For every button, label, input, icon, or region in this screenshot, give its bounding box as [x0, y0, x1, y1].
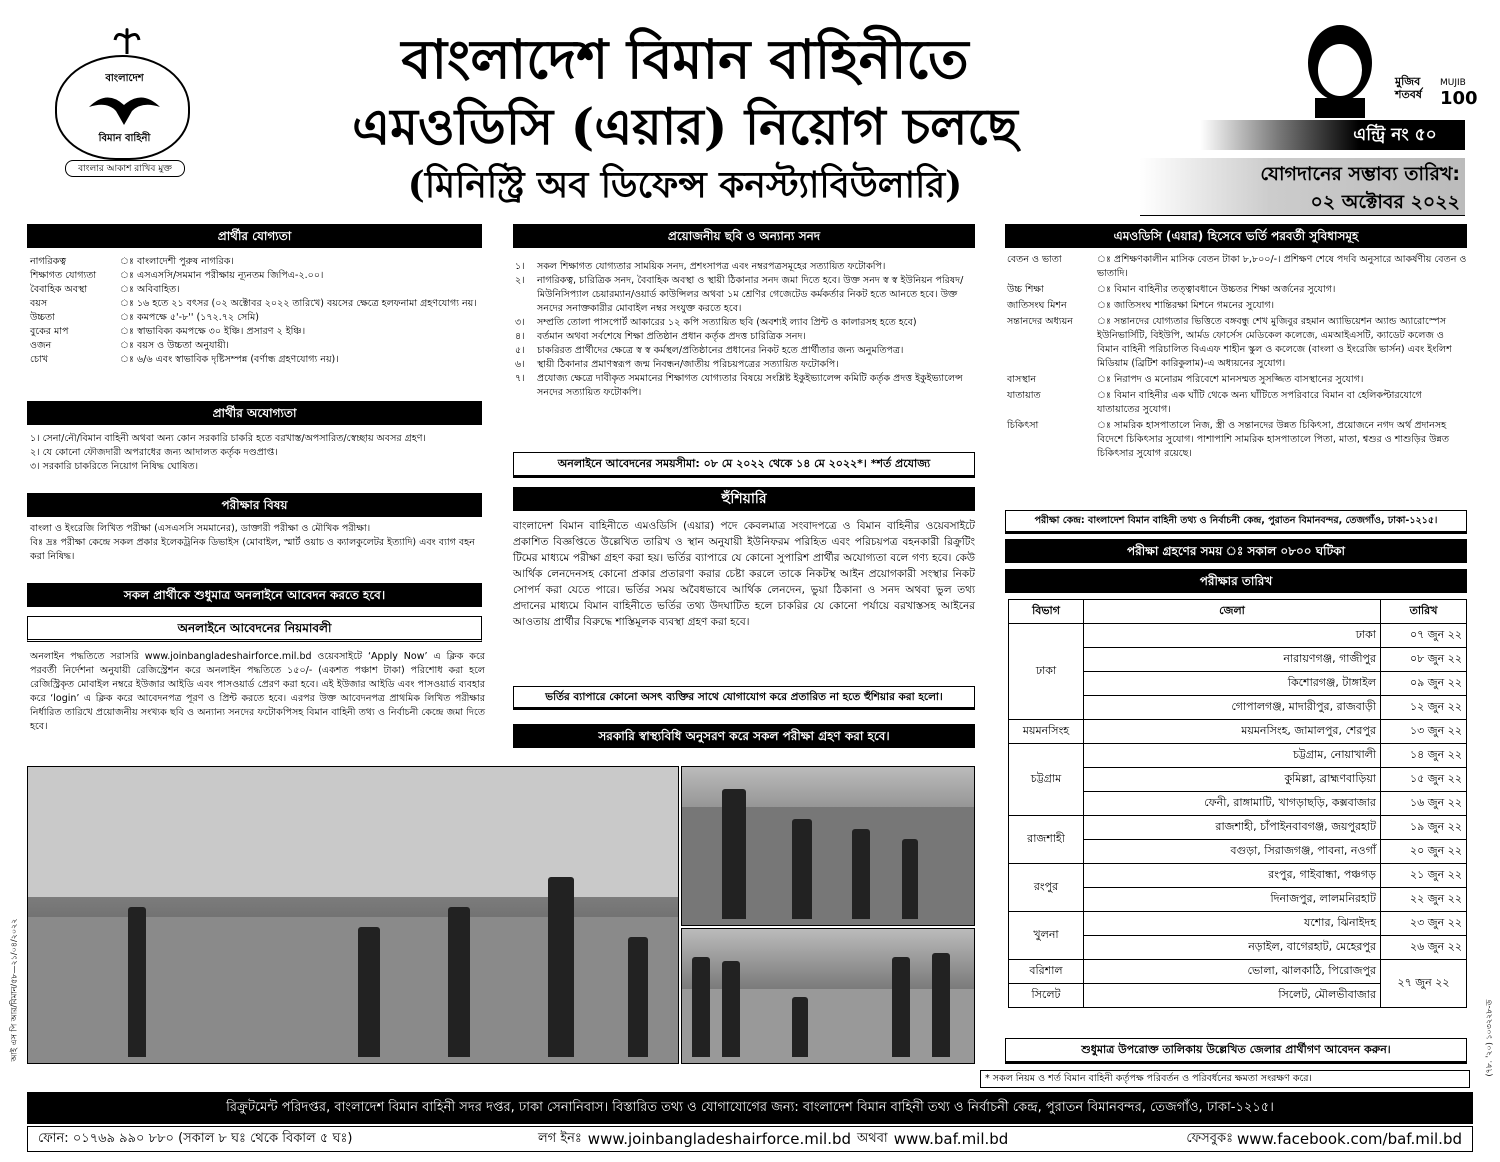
schedule-note: শুধুমাত্র উপরোক্ত তালিকায় উল্লেখিত জেলার প্রার্থীগণ আবেদন করুন।: [1005, 1038, 1467, 1064]
benefit-row: জাতিসংঘ মিশন ঃ জাতিসংঘ শান্তিরক্ষা মিশনে গমনের সুযোগ।: [1007, 300, 1274, 311]
list-item: ২। নাগরিকত্ব, চারিত্রিক সনদ, বৈবাহিক অবস্থা ও স্থায়ী ঠিকানার সনদ জমা দিতে হবে। উক্ত সনদ স্ব স্ব ইউনিয়ন পরিষদ/মিউনিসিপ্যাল চেয়ারম্যান/ওয়ার্ড কাউন্সিলর অথবা ১ম শ্রেণির গেজেটেড কর্মকর্তার নিকট হতে আনতে হবে। উক্ত সনদের সনাক্তকারীর মোবাইল নম্বর সংযুক্ত করতে হবে।: [515, 275, 964, 314]
benefits-list: [1007, 253, 1467, 461]
entry-number: এন্ট্রি নং ৫০: [1353, 125, 1437, 145]
list-item: ৬। স্থায়ী ঠিকানার প্রমাণস্বরূপ জন্ম নিবন্ধন/জাতীয় পরিচয়পত্রের সত্যায়িত ফটোকপি।: [515, 359, 839, 370]
exam-schedule-table: [1008, 599, 1467, 1008]
title-line3: (মিনিস্ট্রি অব ডিফেন্স কনস্ট্যাবিউলারি): [407, 164, 963, 206]
footer-phone: ফোন: ০১৭৬৯ ৯৯০ ৮৮০ (সকাল ৮ ঘঃ থেকে বিকাল ৫ ঘঃ): [38, 1130, 353, 1146]
soldier-figure: [628, 937, 648, 1057]
table-row: বগুড়া, সিরাজগঞ্জ, পাবনা, নওগাঁ ২০ জুন ২২: [1009, 840, 1467, 864]
soldier-figure: [448, 907, 470, 1057]
health-notice: সরকারি স্বাস্থ্যবিধি অনুসরণ করে সকল পরীক্ষা গ্রহণ করা হবে।: [513, 724, 975, 748]
disqualification-list: [30, 432, 485, 474]
soldier-figure: [892, 957, 910, 1057]
soldier-figure: [722, 961, 740, 1057]
side-code-right: (৭৮. '২০) ১০৩২২৮-ড: [1484, 999, 1494, 1077]
emblem-mid-text: বিমান বাহিনী: [98, 133, 151, 144]
qualification-row: চোখ ঃ ৬/৬ এবং স্বাভাবিক দৃষ্টিসম্পন্ন (বর্ণান্ধ গ্রহণযোগ্য নয়)।: [30, 354, 339, 365]
col-header-date: তারিখ: [1381, 600, 1467, 624]
recruits-photo: [681, 928, 975, 1064]
warning-text: বাংলাদেশ বিমান বাহিনীতে এমওডিসি (এয়ার) পদে কেবলমাত্র সংবাদপত্রে ও বিমান বাহিনীর ওয়েবসাইটে প্রকাশিত বিজ্ঞপ্তিতে উল্লেখিত তারিখ ও স্থান অনুযায়ী ইউনিফরম পরিহিত এবং পরিচয়পত্র বহনকারী রিক্রুটিং টিমের মাধ্যমে পরীক্ষা গ্রহণ করা হয়। ভর্তির ব্যাপারে যে কোনো সুপারিশ প্রার্থীর অযোগ্যতা বলে গণ্য হবে। কেউ আর্থিক লেনদেনসহ কোনো প্রকার প্রতারণা করার চেষ্টা করলে তাকে নিকটস্থ আইন প্রয়োগকারী সংস্থার নিকট সোপর্দ করা যেতে পারে। ভর্তির সময় অবৈধভাবে আর্থিক লেনদেন, ভুয়া ঠিকানা ও সনদ অথবা ভুল তথ্য প্রদানের মাধ্যমে বিমান বাহিনীতে ভর্তির তথ্য উদঘাটিত হলে চাকরির যে কোনো পর্যায়ে বরখাস্তসহ আইনের আওতায় প্রার্থীর বিরুদ্ধে শাস্তিমূলক ব্যবস্থা গ্রহণ করা হবে।: [513, 520, 975, 628]
photo-sky: [28, 767, 679, 897]
mujib-num-text: 100: [1440, 88, 1478, 109]
title-line2: এমওডিসি (এয়ার) নিয়োগ চলছে: [352, 97, 1018, 156]
table-row: দিনাজপুর, লালমনিরহাট ২২ জুন ২২: [1009, 888, 1467, 912]
qualification-row: বুকের মাপ ঃ স্বাভাবিক্য কমপক্ষে ৩০ ইঞ্চি। প্রসারণ ২ ইঞ্চি।: [30, 326, 306, 337]
benefit-row: বেতন ও ভাতা ঃ প্রশিক্ষণকালীন মাসিক বেতন টাকা ৮,৮০০/-। প্রশিক্ষণ শেষে পদবি অনুসারে আকর্ষণীয় বেতন ও ভাতাদি।: [1007, 254, 1467, 279]
list-item: ৪। বর্তমান অথবা সর্বশেষে শিক্ষা প্রতিষ্ঠান প্রধান কর্তৃক প্রদত্ত চারিত্রিক সনদ।: [515, 331, 806, 342]
qualification-row: বৈবাহিক অবস্থা ঃ অবিবাহিত।: [30, 284, 180, 295]
documents-title: প্রয়োজনীয় ছবি ও অন্যান্য সনদ: [513, 224, 975, 248]
list-item: ৫। চাকরিরত প্রার্থীদের ক্ষেত্রে স্ব স্ব কর্মস্থল/প্রতিষ্ঠানের প্রধানের নিকট হতে প্রার্থীতার জন্য অনুমতিপত্র।: [515, 345, 904, 356]
emblem-motto: বাংলার আকাশ রাখিব মুক্ত: [65, 160, 185, 177]
table-row: নড়াইল, বাগেরহাট, মেহেরপুর ২৬ জুন ২২: [1009, 936, 1467, 960]
list-item: ২। যে কোনো ফৌজদারী অপরাধের জন্য আদালত কর্তৃক দণ্ডপ্রাপ্ত।: [30, 447, 278, 458]
warning-title: হুঁশিয়ারি: [513, 487, 975, 511]
schedule-title: পরীক্ষার তারিখ: [1005, 569, 1467, 593]
qualification-row: নাগরিকত্ব ঃ বাংলাদেশী পুরুষ নাগরিক।: [30, 256, 234, 267]
baf-emblem: [55, 55, 190, 160]
soldier-figure: [902, 839, 918, 919]
table-row: ময়মনসিংহ ময়মনসিংহ, জামালপুর, শেরপুর ১৩ জুন ২২: [1009, 720, 1467, 744]
disclaimer: * সকল নিয়ম ও শর্ত বিমান বাহিনী কর্তৃপক্ষ পরিবর্তন ও পরিবর্ধনের ক্ষমতা সংরক্ষণ করে।: [980, 1070, 1470, 1088]
online-only-notice: সকল প্রার্থীকে শুধুমাত্র অনলাইনে আবেদন করতে হবে।: [27, 583, 482, 607]
qualification-row: উচ্চতা ঃ কমপক্ষে ৫'-৮'' (১৭২.৭২ সেমি): [30, 312, 259, 323]
online-rules-title: অনলাইনে আবেদনের নিয়মাবলী: [27, 616, 482, 642]
parade-photo: [27, 766, 679, 1064]
benefits-title: এমওডিসি (এয়ার) হিসেবে ভর্তি পরবর্তী সুবিধাসমূহ: [1005, 224, 1467, 248]
table-row: ফেনী, রাঙ্গামাটি, খাগড়াছড়ি, কক্সবাজার ১৬ জুন ২২: [1009, 792, 1467, 816]
list-item: ৭। প্রযোজ্য ক্ষেত্রে দাবীকৃত সমমানের শিক্ষাগত যোগ্যতার বিষয়ে সংশ্লিষ্ট ইকুইভ্যালেন্স কমিটি কর্তৃক প্রদত্ত ইকুইভ্যালেন্স সনদের সত্যায়িত ফটোকপি।: [515, 373, 963, 398]
benefit-row: যাতায়াত ঃ বিমান বাহিনীর এক ঘাঁটি থেকে অন্য ঘাঁটিতে সপরিবারে বিমান বা হেলিকপ্টারযোগে যাতায়াতের সুযোগ।: [1007, 390, 1422, 415]
table-row: সিলেট সিলেট, মৌলভীবাজার: [1009, 984, 1467, 1008]
facebook-link[interactable]: www.facebook.com/baf.mil.bd: [1237, 1130, 1462, 1148]
exam-time: পরীক্ষা গ্রহণের সময় ঃ সকাল ০৮০০ ঘটিকা: [1005, 539, 1467, 563]
soldier-figure: [932, 953, 950, 1057]
qualification-list: [30, 255, 485, 367]
soldier-figure: [692, 957, 710, 1057]
benefit-row: উচ্চ শিক্ষা ঃ বিমান বাহিনীর তত্ত্বাবধানে উচ্চতর শিক্ষা অর্জনের সুযোগ।: [1007, 284, 1336, 295]
soldier-figure: [128, 907, 146, 1057]
joining-date: ০২ অক্টোবর ২০২২: [1310, 191, 1460, 213]
table-row: খুলনা যশোর, ঝিনাইদহ ২৩ জুন ২২: [1009, 912, 1467, 936]
footer-contact-row: [27, 1126, 1473, 1152]
footer-address: রিক্রুটমেন্ট পরিদপ্তর, বাংলাদেশ বিমান বাহিনী সদর দপ্তর, ঢাকা সেনানিবাস। বিস্তারিত তথ্য ও যোগাযোগের জন্য: বাংলাদেশ বিমান বাহিনী তথ্য ও নির্বাচনী কেন্দ্র, পুরাতন বিমানবন্দর, তেজগাঁও, ঢাকা-১২১৫।: [27, 1092, 1473, 1124]
table-row: চট্টগ্রাম চট্টগ্রাম, নোয়াখালী ১৪ জুন ২২: [1009, 744, 1467, 768]
login-label: লগ ইনঃ: [538, 1130, 582, 1146]
facebook-label: ফেসবুকঃ: [1186, 1130, 1233, 1146]
eagle-icon: [87, 87, 162, 127]
mujib-logo-text: মুজিব শতবর্ষ: [1395, 75, 1422, 101]
schedule-table: [1008, 599, 1467, 1008]
disqualification-title: প্রার্থীর অযোগ্যতা: [27, 401, 482, 425]
soldier-figure: [358, 927, 380, 1057]
list-item: ১। সকল শিক্ষাগত যোগ্যতার সাময়িক সনদ, প্রশংসাপত্র এবং নম্বরপত্রসমূহের সত্যায়িত ফটোকপি।: [515, 261, 886, 272]
table-row: গোপালগঞ্জ, মাদারীপুর, রাজবাড়ী ১২ জুন ২২: [1009, 696, 1467, 720]
exam-center: পরীক্ষা কেন্দ্র: বাংলাদেশ বিমান বাহিনী তথ্য ও নির্বাচনী কেন্দ্র, পুরাতন বিমানবন্দর, তেজগাঁও, ঢাকা-১২১৫।: [1005, 510, 1467, 534]
warning-note: ভর্তির ব্যাপারে কোনো অসৎ ব্যক্তির সাথে যোগাযোগ করে প্রতারিত না হতে হুঁশিয়ার করা হলো।: [513, 686, 975, 710]
online-rules-text: অনলাইন পদ্ধতিতে সরাসরি www.joinbangladeshairforce.mil.bd ওয়েবসাইটে ‘Apply Now’ এ ক্লিক করে পরবর্তী নির্দেশনা অনুযায়ী রেজিস্ট্রেশন করে অনলাইন পদ্ধতিতে ১৫০/- (একশত পঞ্চাশ টাকা) পরিশোধ করা হলে রেজিস্ট্রিকৃত মোবাইল নম্বরে ইউজার আইডি এবং পাসওয়ার্ড প্রেরণ করা হবে। এই ইউজার আইডি এবং পাসওয়ার্ড ব্যবহার করে ‘login’ এ ক্লিক করে আবেদনপত্র পূরণ ও প্রিন্ট করতে হবে। এরপর উক্ত আবেদনপত্র প্রাথমিক লিখিত পরীক্ষার নির্ধারিত তারিখে প্রয়োজনীয় সংখ্যক ছবি ও অন্যান্য সনদের ফটোকপিসহ বিমান বাহিনী তথ্য ও নির্বাচনী কেন্দ্রে জমা দিতে হবে।: [30, 651, 485, 732]
title-line1: বাংলাদেশ বিমান বাহিনীতে: [401, 27, 969, 91]
qualification-row: ওজন ঃ বয়স ও উচ্চতা অনুযায়ী।: [30, 340, 229, 351]
soldier-figure: [548, 877, 574, 1057]
joining-label: যোগদানের সম্ভাব্য তারিখ:: [1260, 163, 1460, 185]
col-header-division: বিভাগ: [1009, 600, 1084, 624]
or-text: অথবা: [857, 1130, 888, 1146]
exam-subject-title: পরীক্ষার বিষয়: [27, 493, 482, 517]
application-deadline: অনলাইনে আবেদনের সময়সীমা: ০৮ মে ২০২২ থেকে ১৪ মে ২০২২*। *শর্ত প্রযোজ্য: [513, 452, 975, 478]
table-header-row: [1009, 600, 1467, 624]
benefit-row: সন্তানদের অধ্যয়ন ঃ সন্তানদের যোগ্যতার ভিত্তিতে বঙ্গবন্ধু শেখ মুজিবুর রহমান অ্যাভিয়েশন অ্যান্ড অ্যারোস্পেস ইউনিভার্সিটি, বিইউপি, আর্মড ফোর্সেস মেডিকেল কলেজে, এমআইএসটি, ক্যাডেট কলেজ ও বিমান বাহিনী পরিচালিত বিএএফ শাহীন স্কুল ও কলেজে (বাংলা ও ইংরেজি ভার্সন) এবং ইংলিশ মিডিয়াম (ব্রিটিশ কারিকুলাম)-এ অধ্যয়নের সুযোগ।: [1007, 316, 1452, 369]
training-photo: [681, 766, 975, 926]
qualification-row: শিক্ষাগত যোগ্যতা ঃ এসএসসি/সমমান পরীক্ষায় ন্যূনতম জিপিএ-২.০০।: [30, 270, 324, 281]
table-row: ঢাকা ঢাকা ০৭ জুন ২২: [1009, 624, 1467, 648]
mujib-portrait: [1285, 18, 1395, 118]
list-item: ৩। সরকারি চাকরিতে নিয়োগ নিষিদ্ধ ঘোষিত।: [30, 461, 198, 472]
documents-list: [515, 260, 975, 400]
exam-subject-text: বাংলা ও ইংরেজি লিখিত পরীক্ষা (এসএসসি সমমানের), ডাক্তারী পরীক্ষা ও মৌখিক পরীক্ষা। বিঃ দ্রঃ পরীক্ষা কেন্দ্রে সকল প্রকার ইলেকট্রনিক ডিভাইস (মোবাইল, স্মার্ট ওয়াচ ও ক্যালকুলেটর ইত্যাদি) এবং ব্যাগ বহন করা নিষিদ্ধ।: [30, 523, 475, 562]
photo-ground: [28, 917, 679, 1064]
soldier-figure: [852, 829, 870, 919]
table-row: কিশোরগঞ্জ, টাঙ্গাইল ০৯ জুন ২২: [1009, 672, 1467, 696]
col-header-district: জেলা: [1084, 600, 1381, 624]
emblem-top-text: বাংলাদেশ: [105, 73, 144, 84]
soldier-figure: [792, 819, 812, 919]
benefit-row: বাসস্থান ঃ নিরাপদ ও মনোরম পরিবেশে মানসম্মত সুসজ্জিত বাসস্থানের সুযোগ।: [1007, 374, 1364, 385]
table-row: রাজশাহী রাজশাহী, চাঁপাইনবাবগঞ্জ, জয়পুরহাট ১৯ জুন ২২: [1009, 816, 1467, 840]
benefit-row: চিকিৎসা ঃ সামরিক হাসপাতালে নিজ, স্ত্রী ও সন্তানদের উন্নত চিকিৎসা, প্রয়োজনে নগদ অর্থ প্রদানসহ বিদেশে চিকিৎসার সুযোগ। পাশাপাশি সামরিক হাসপাতালে পিতা, মাতা, শ্বশুর ও শাশুড়ির উন্নত চিকিৎসার সুযোগ রয়েছে।: [1007, 420, 1450, 459]
soldier-figure: [722, 789, 746, 919]
table-row: কুমিল্লা, ব্রাহ্মণবাড়িয়া ১৫ জুন ২২: [1009, 768, 1467, 792]
mujib-en-text: MUJIB: [1440, 78, 1466, 88]
table-row: বরিশাল ভোলা, ঝালকাঠি, পিরোজপুর ২৭ জুন ২২: [1009, 960, 1467, 984]
baf-site-link[interactable]: www.baf.mil.bd: [893, 1130, 1009, 1148]
emblem-flower-icon: [112, 28, 142, 56]
list-item: ১। সেনা/নৌ/বিমান বাহিনী অথবা অন্য কোন সরকারি চাকরি হতে বরখাস্ত/অপসারিত/স্বেচ্ছায় অবসর গ্রহণ।: [30, 433, 426, 444]
qualification-row: বয়স ঃ ১৬ হতে ২১ বৎসর (০২ অক্টোবর ২০২২ তারিখে) বয়সের ক্ষেত্রে হলফনামা গ্রহণযোগ্য নয়।: [30, 298, 477, 309]
list-item: ৩। সম্প্রতি তোলা পাসপোর্ট আকারের ১২ কপি সত্যায়িত ছবি (অবশ্যই ল্যাব প্রিন্ট ও কালারসহ হতে হবে): [515, 317, 917, 328]
table-row: নারায়ণগঞ্জ, গাজীপুর ০৮ জুন ২২: [1009, 648, 1467, 672]
table-row: রংপুর রংপুর, গাইবান্ধা, পঞ্চগড় ২১ জুন ২২: [1009, 864, 1467, 888]
side-code-left: আই এস পি আর/বিমান/৫৮—২১/০৪/২০২২: [9, 918, 19, 1062]
soldier-figure: [792, 997, 808, 1057]
apply-site-link[interactable]: www.joinbangladeshairforce.mil.bd: [587, 1130, 852, 1148]
qualification-title: প্রার্থীর যোগ্যতা: [27, 224, 482, 248]
